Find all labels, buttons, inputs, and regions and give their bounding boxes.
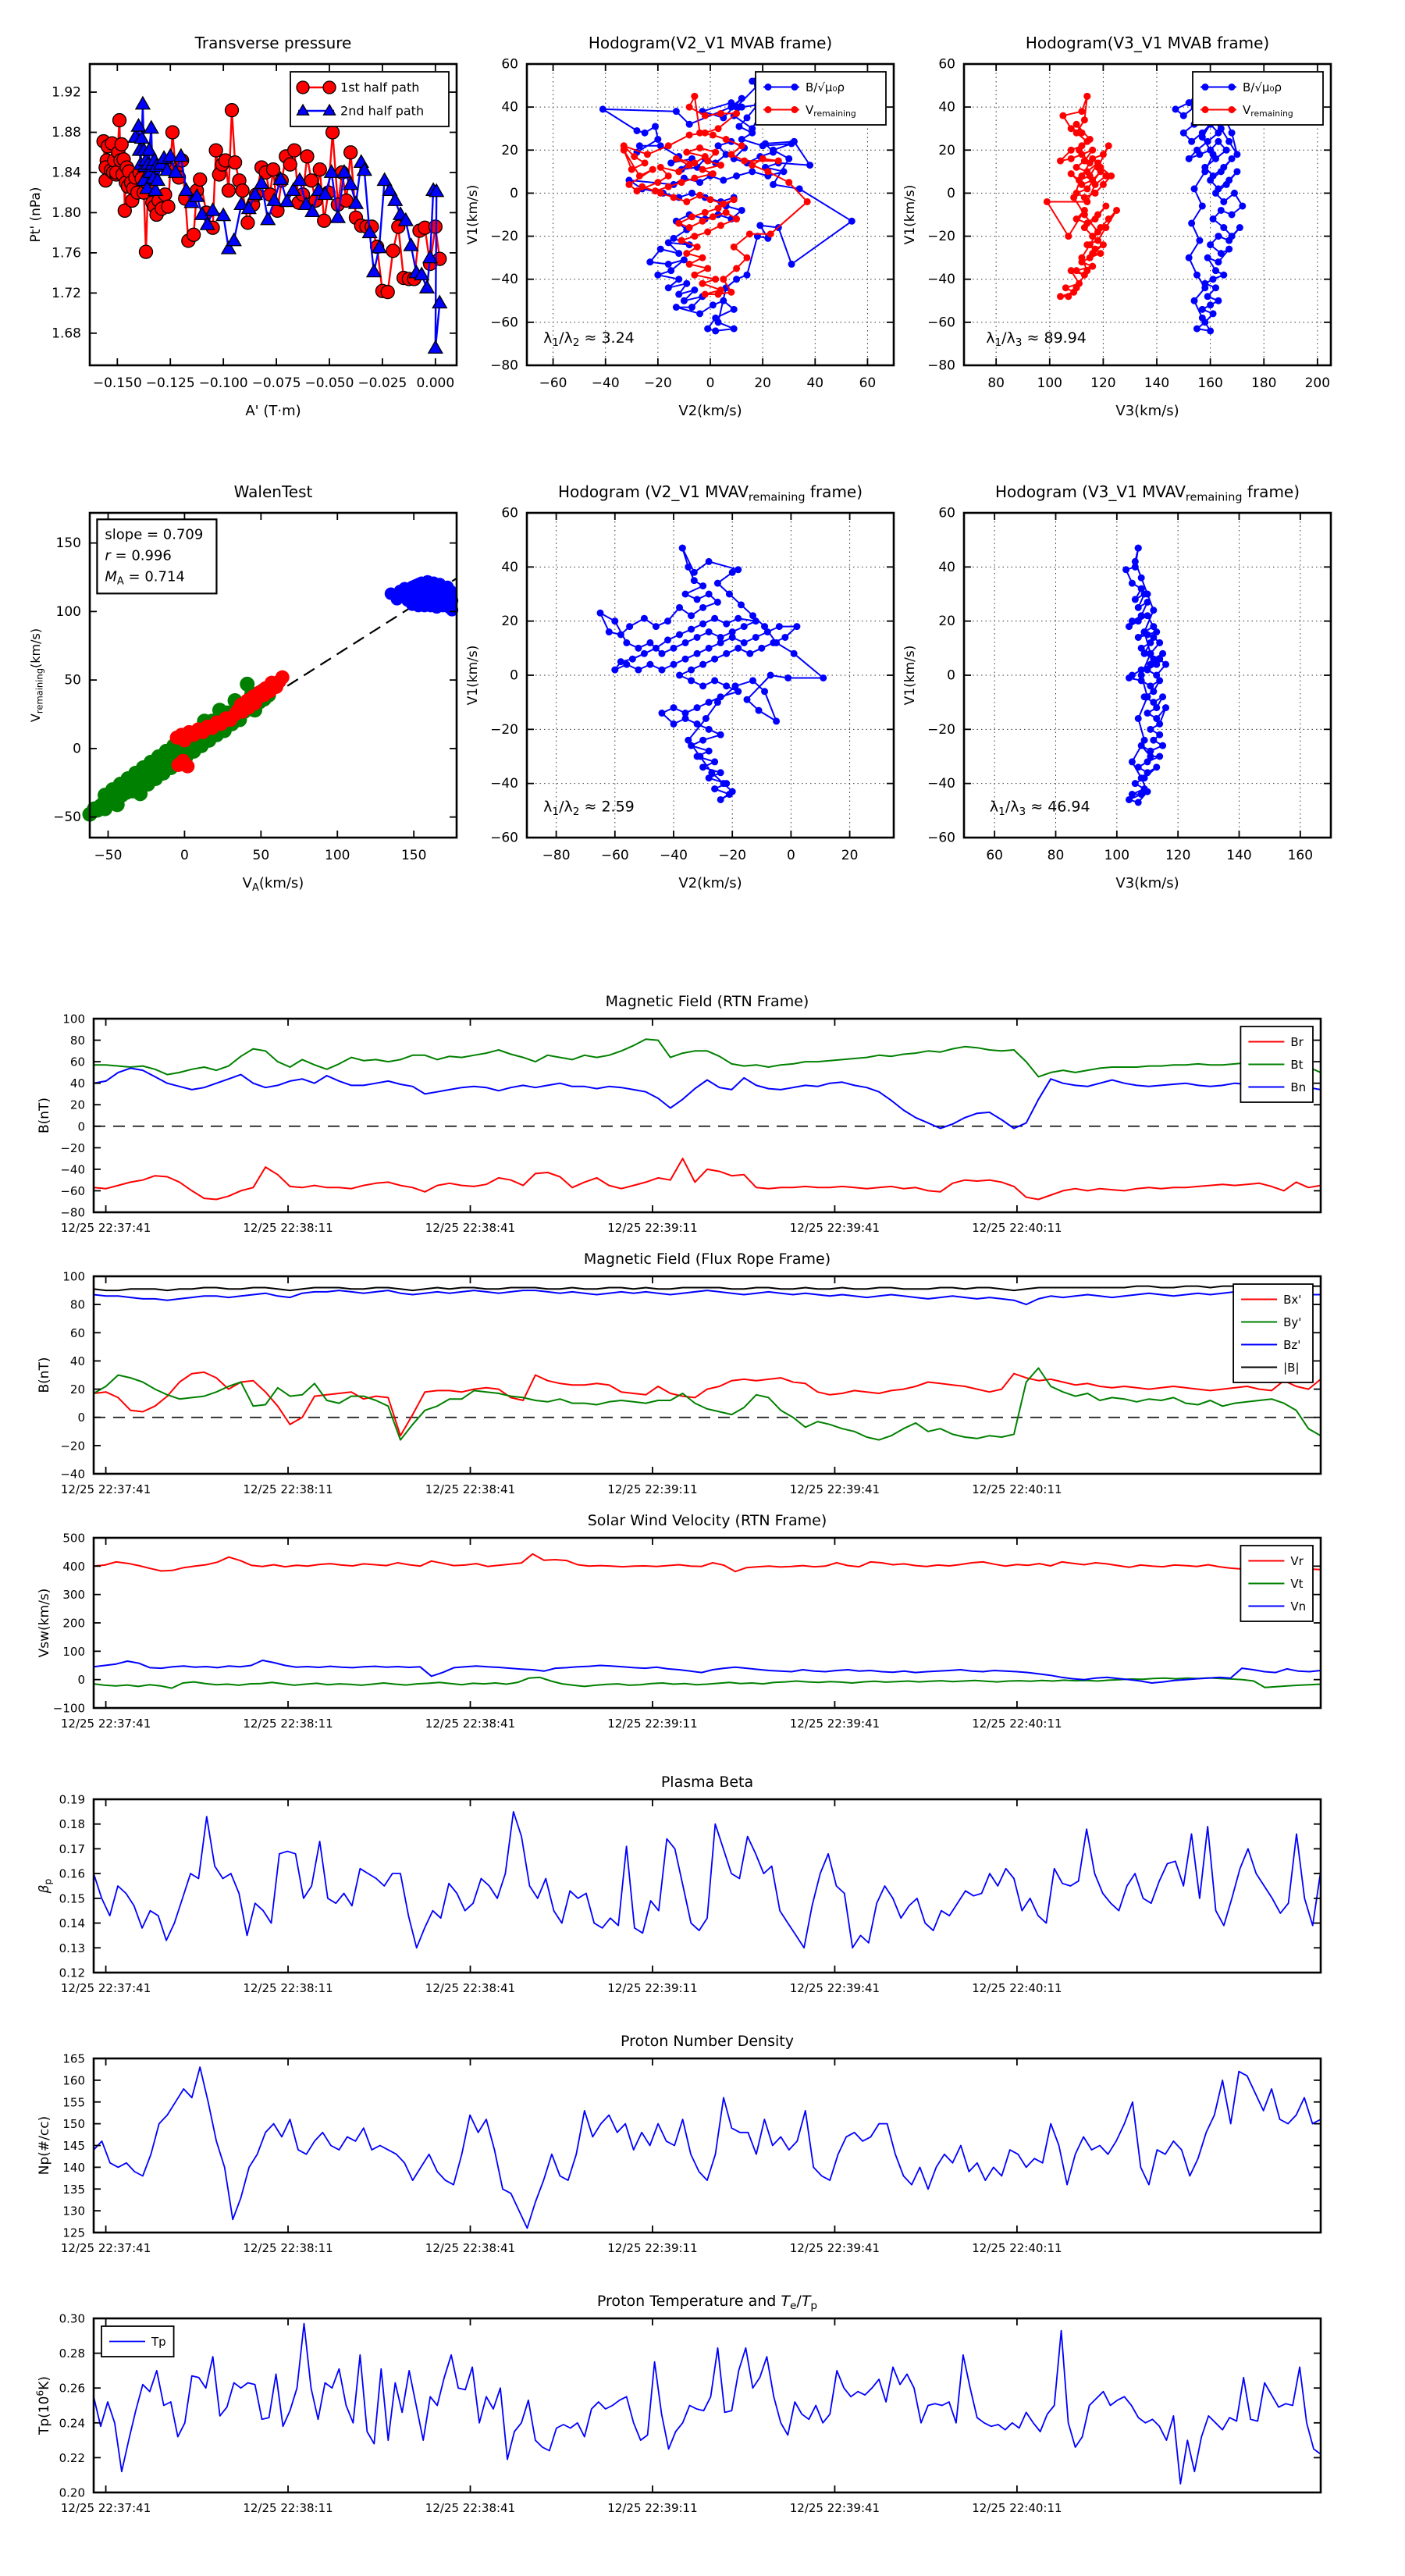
svg-text:0: 0 bbox=[180, 848, 189, 863]
svg-text:0: 0 bbox=[706, 375, 715, 391]
svg-text:12/25 22:39:41: 12/25 22:39:41 bbox=[789, 1221, 880, 1235]
svg-text:λ1/λ3 ≈ 89.94: $\lambda_1/\lambda_3 \approx 89.94$ bbox=[986, 329, 1087, 350]
svg-text:Tp(106K): $Tp(10^6K)$ bbox=[34, 2375, 52, 2435]
svg-text:400: 400 bbox=[62, 1559, 85, 1574]
svg-text:−60: −60 bbox=[539, 375, 567, 391]
svg-text:60: 60 bbox=[501, 56, 518, 73]
svg-text:0: 0 bbox=[73, 741, 81, 757]
svg-text:A' (T·m): A' (T·m) bbox=[245, 403, 301, 419]
svg-text:1.80: 1.80 bbox=[52, 205, 81, 221]
chart-hodogram-v3v1-mvab bbox=[898, 22, 1401, 450]
svg-text:−0.075: −0.075 bbox=[251, 375, 301, 391]
svg-text:12/25 22:38:11: 12/25 22:38:11 bbox=[243, 2241, 333, 2255]
svg-text:λ1/λ3 ≈ 46.94: $\lambda_1/\lambda_3 \approx 46.94$ bbox=[989, 798, 1090, 818]
svg-text:12/25 22:40:11: 12/25 22:40:11 bbox=[972, 2501, 1062, 2515]
svg-text:−60: −60 bbox=[60, 1183, 85, 1198]
svg-text:100: 100 bbox=[62, 1269, 85, 1284]
svg-text:1.76: 1.76 bbox=[52, 245, 81, 262]
svg-text:125: 125 bbox=[62, 2226, 85, 2240]
svg-text:12/25 22:40:11: 12/25 22:40:11 bbox=[972, 1717, 1062, 1731]
svg-text:100: 100 bbox=[325, 848, 350, 863]
svg-text:Bz': Bz' bbox=[1283, 1337, 1301, 1352]
svg-text:12/25 22:38:11: 12/25 22:38:11 bbox=[243, 1981, 333, 1995]
svg-text:140: 140 bbox=[1226, 848, 1252, 863]
svg-text:60: 60 bbox=[938, 56, 955, 73]
svg-text:500: 500 bbox=[62, 1531, 85, 1546]
svg-text:−40: −40 bbox=[490, 272, 518, 288]
svg-text:200: 200 bbox=[1304, 375, 1331, 391]
svg-text:0.28: 0.28 bbox=[59, 2347, 85, 2361]
svg-text:150: 150 bbox=[400, 848, 427, 863]
chart-hodogram-v2v1-mvab bbox=[461, 22, 952, 450]
svg-text:100: 100 bbox=[1037, 375, 1063, 391]
svg-text:0: 0 bbox=[77, 1673, 85, 1688]
svg-text:0: 0 bbox=[947, 185, 955, 201]
svg-text:12/25 22:37:41: 12/25 22:37:41 bbox=[60, 1482, 151, 1496]
svg-text:−40: −40 bbox=[927, 776, 955, 792]
svg-text:100: 100 bbox=[1104, 848, 1130, 863]
svg-text:Solar Wind Velocity (RTN Frame: Solar Wind Velocity (RTN Frame) bbox=[587, 1512, 827, 1529]
svg-text:Vsw(km/s): Vsw(km/s) bbox=[37, 1588, 52, 1658]
svg-text:−80: −80 bbox=[927, 358, 955, 374]
svg-text:0.19: 0.19 bbox=[59, 1792, 85, 1807]
svg-text:0.12: 0.12 bbox=[59, 1966, 85, 1980]
chart-magnetic-field-rtn bbox=[16, 980, 1401, 1244]
svg-text:−60: −60 bbox=[490, 830, 518, 846]
svg-text:By': By' bbox=[1283, 1315, 1302, 1329]
svg-text:12/25 22:37:41: 12/25 22:37:41 bbox=[60, 1717, 151, 1731]
svg-text:Transverse pressure: Transverse pressure bbox=[194, 34, 352, 52]
svg-text:12/25 22:39:11: 12/25 22:39:11 bbox=[607, 2501, 698, 2515]
svg-text:−40: −40 bbox=[60, 1467, 85, 1482]
svg-text:Vremaining: $V_{remaining}$ bbox=[1243, 102, 1293, 119]
svg-text:Proton Temperature and Te/Tp: Proton Temperature and $T_e/T_p$ bbox=[596, 2293, 818, 2313]
svg-text:1st half path: 1st half path bbox=[340, 80, 420, 95]
svg-text:80: 80 bbox=[987, 375, 1005, 391]
svg-text:60: 60 bbox=[938, 505, 955, 521]
svg-text:1.68: 1.68 bbox=[52, 326, 81, 342]
svg-text:Br: Br bbox=[1290, 1034, 1304, 1049]
svg-text:0: 0 bbox=[77, 1411, 85, 1425]
svg-text:40: 40 bbox=[69, 1076, 85, 1091]
svg-text:20: 20 bbox=[69, 1382, 85, 1397]
svg-text:−20: −20 bbox=[927, 229, 955, 245]
svg-text:120: 120 bbox=[1165, 848, 1191, 863]
svg-text:Vr: Vr bbox=[1290, 1553, 1304, 1568]
svg-text:12/25 22:38:11: 12/25 22:38:11 bbox=[243, 1221, 333, 1235]
svg-text:200: 200 bbox=[62, 1616, 85, 1631]
svg-text:145: 145 bbox=[62, 2139, 85, 2153]
svg-text:20: 20 bbox=[938, 142, 955, 158]
svg-text:Bn: Bn bbox=[1290, 1080, 1307, 1094]
svg-text:−40: −40 bbox=[60, 1162, 85, 1177]
svg-text:0.22: 0.22 bbox=[59, 2450, 85, 2465]
svg-text:60: 60 bbox=[69, 1055, 85, 1069]
svg-text:100: 100 bbox=[62, 1644, 85, 1659]
svg-text:12/25 22:37:41: 12/25 22:37:41 bbox=[60, 1981, 151, 1995]
svg-text:150: 150 bbox=[62, 2117, 85, 2132]
svg-text:60: 60 bbox=[69, 1325, 85, 1340]
svg-text:40: 40 bbox=[69, 1354, 85, 1368]
svg-text:12/25 22:38:41: 12/25 22:38:41 bbox=[425, 1717, 516, 1731]
svg-text:−20: −20 bbox=[643, 375, 672, 391]
svg-text:12/25 22:38:11: 12/25 22:38:11 bbox=[243, 1717, 333, 1731]
svg-text:12/25 22:39:41: 12/25 22:39:41 bbox=[789, 2241, 880, 2255]
svg-text:−50: −50 bbox=[53, 809, 81, 826]
chart-hodogram-v3v1-mvav bbox=[898, 468, 1401, 920]
svg-text:V1(km/s): V1(km/s) bbox=[465, 184, 481, 245]
chart-walen-test bbox=[16, 468, 515, 920]
svg-text:0.14: 0.14 bbox=[59, 1916, 85, 1931]
svg-text:0.000: 0.000 bbox=[416, 375, 455, 391]
svg-text:0: 0 bbox=[947, 667, 955, 684]
svg-text:MA = 0.714: $M_A = 0.714$ bbox=[105, 568, 185, 588]
svg-text:V1(km/s): V1(km/s) bbox=[902, 645, 918, 706]
svg-text:180: 180 bbox=[1251, 375, 1277, 391]
svg-text:12/25 22:38:41: 12/25 22:38:41 bbox=[425, 2241, 516, 2255]
svg-text:−40: −40 bbox=[591, 375, 620, 391]
svg-text:12/25 22:39:11: 12/25 22:39:11 bbox=[607, 1717, 698, 1731]
svg-text:Pt' (nPa): Pt' (nPa) bbox=[28, 187, 44, 243]
svg-text:0.24: 0.24 bbox=[59, 2416, 85, 2431]
svg-text:12/25 22:38:41: 12/25 22:38:41 bbox=[425, 2501, 516, 2515]
svg-text:100: 100 bbox=[55, 603, 81, 620]
svg-text:12/25 22:39:11: 12/25 22:39:11 bbox=[607, 1482, 698, 1496]
svg-text:0.26: 0.26 bbox=[59, 2381, 85, 2396]
svg-text:−0.025: −0.025 bbox=[357, 375, 407, 391]
svg-text:Hodogram(V3_V1 MVAB frame): Hodogram(V3_V1 MVAB frame) bbox=[1025, 34, 1270, 52]
svg-text:0.13: 0.13 bbox=[59, 1941, 85, 1955]
svg-text:165: 165 bbox=[62, 2051, 85, 2066]
svg-text:V1(km/s): V1(km/s) bbox=[465, 645, 481, 706]
svg-text:−40: −40 bbox=[490, 776, 518, 792]
svg-text:Hodogram (V3_V1 MVAVremaining: Hodogram (V3_V1 $MVAV_{remaining}$ frame) bbox=[994, 482, 1300, 504]
svg-text:−0.100: −0.100 bbox=[198, 375, 248, 391]
svg-text:V2(km/s): V2(km/s) bbox=[678, 403, 742, 419]
svg-text:160: 160 bbox=[62, 2073, 85, 2088]
svg-text:V3(km/s): V3(km/s) bbox=[1115, 403, 1179, 419]
svg-text:20: 20 bbox=[501, 614, 518, 630]
svg-text:−0.125: −0.125 bbox=[145, 375, 195, 391]
svg-text:20: 20 bbox=[69, 1098, 85, 1112]
svg-text:20: 20 bbox=[938, 614, 955, 630]
svg-text:20: 20 bbox=[754, 375, 771, 391]
svg-text:−20: −20 bbox=[927, 721, 955, 738]
svg-text:40: 40 bbox=[806, 375, 824, 391]
svg-text:0.15: 0.15 bbox=[59, 1891, 85, 1906]
svg-text:60: 60 bbox=[859, 375, 877, 391]
svg-text:300: 300 bbox=[62, 1588, 85, 1603]
svg-text:−60: −60 bbox=[600, 848, 629, 863]
svg-text:−0.050: −0.050 bbox=[304, 375, 354, 391]
svg-text:−60: −60 bbox=[927, 830, 955, 846]
svg-text:12/25 22:40:11: 12/25 22:40:11 bbox=[972, 2241, 1062, 2255]
svg-text:12/25 22:39:11: 12/25 22:39:11 bbox=[607, 2241, 698, 2255]
svg-text:40: 40 bbox=[501, 99, 518, 116]
chart-magnetic-field-fluxrope bbox=[16, 1241, 1401, 1504]
svg-text:−20: −20 bbox=[60, 1140, 85, 1155]
svg-text:λ1/λ2 ≈ 2.59: $\lambda_1/\lambda_2 \approx 2.59$ bbox=[543, 798, 635, 818]
chart-plasma-beta bbox=[16, 1763, 1401, 2008]
svg-text:1.72: 1.72 bbox=[52, 285, 81, 301]
svg-text:12/25 22:37:41: 12/25 22:37:41 bbox=[60, 2241, 151, 2255]
svg-text:1.88: 1.88 bbox=[52, 124, 81, 141]
svg-text:40: 40 bbox=[501, 559, 518, 575]
svg-text:80: 80 bbox=[1047, 848, 1065, 863]
svg-text:−20: −20 bbox=[490, 721, 518, 738]
svg-text:Vt: Vt bbox=[1290, 1576, 1304, 1591]
svg-text:12/25 22:38:11: 12/25 22:38:11 bbox=[243, 1482, 333, 1496]
svg-text:60: 60 bbox=[986, 848, 1003, 863]
chart-proton-density bbox=[16, 2022, 1401, 2268]
svg-text:150: 150 bbox=[55, 535, 81, 552]
svg-text:WalenTest: WalenTest bbox=[233, 482, 313, 501]
svg-text:V1(km/s): V1(km/s) bbox=[902, 184, 918, 245]
svg-text:βp: $\beta_p$ bbox=[37, 1878, 54, 1894]
svg-text:Np(#/cc): Np(#/cc) bbox=[37, 2115, 52, 2176]
svg-text:V3(km/s): V3(km/s) bbox=[1115, 875, 1179, 891]
svg-text:B/√μ₀ρ: B/√μ₀ρ bbox=[1243, 80, 1282, 94]
svg-text:Hodogram(V2_V1 MVAB frame): Hodogram(V2_V1 MVAB frame) bbox=[588, 34, 833, 52]
svg-text:Vremaining(km/s): $V_{remaining}(km/s)$ bbox=[28, 628, 45, 723]
svg-text:1.84: 1.84 bbox=[52, 165, 81, 181]
svg-text:140: 140 bbox=[62, 2160, 85, 2175]
svg-text:−20: −20 bbox=[490, 229, 518, 245]
svg-text:0.16: 0.16 bbox=[59, 1866, 85, 1881]
svg-text:20: 20 bbox=[841, 848, 859, 863]
svg-text:155: 155 bbox=[62, 2095, 85, 2110]
svg-text:−40: −40 bbox=[927, 272, 955, 288]
svg-text:−60: −60 bbox=[490, 315, 518, 331]
svg-text:Plasma Beta: Plasma Beta bbox=[660, 1774, 754, 1791]
chart-transverse-pressure bbox=[16, 22, 515, 450]
svg-text:Vremaining: $V_{remaining}$ bbox=[806, 102, 856, 119]
svg-text:0.20: 0.20 bbox=[59, 2485, 85, 2500]
svg-text:−20: −20 bbox=[718, 848, 747, 863]
svg-text:|B|: |B| bbox=[1283, 1360, 1300, 1375]
svg-text:12/25 22:38:41: 12/25 22:38:41 bbox=[425, 1981, 516, 1995]
svg-text:50: 50 bbox=[252, 848, 270, 863]
svg-text:1.92: 1.92 bbox=[52, 84, 81, 101]
svg-text:−40: −40 bbox=[660, 848, 688, 863]
svg-text:VA(km/s): $V_A(km/s)$ bbox=[242, 875, 304, 894]
svg-text:Magnetic Field (RTN Frame): Magnetic Field (RTN Frame) bbox=[605, 993, 809, 1010]
svg-text:−50: −50 bbox=[94, 848, 123, 863]
svg-text:12/25 22:40:11: 12/25 22:40:11 bbox=[972, 1482, 1062, 1496]
svg-text:0: 0 bbox=[77, 1119, 85, 1134]
svg-text:V2(km/s): V2(km/s) bbox=[678, 875, 742, 891]
svg-text:12/25 22:39:41: 12/25 22:39:41 bbox=[789, 1717, 880, 1731]
svg-text:20: 20 bbox=[501, 142, 518, 158]
svg-text:12/25 22:39:41: 12/25 22:39:41 bbox=[789, 1981, 880, 1995]
svg-text:r = 0.996: r = 0.996 bbox=[105, 547, 172, 564]
svg-text:Tp: Tp bbox=[151, 2334, 166, 2349]
svg-text:140: 140 bbox=[1144, 375, 1170, 391]
svg-text:−100: −100 bbox=[52, 1701, 85, 1716]
svg-text:100: 100 bbox=[62, 1012, 85, 1026]
svg-text:−80: −80 bbox=[60, 1205, 85, 1220]
svg-text:12/25 22:39:41: 12/25 22:39:41 bbox=[789, 2501, 880, 2515]
svg-text:0: 0 bbox=[786, 848, 795, 863]
svg-text:12/25 22:39:41: 12/25 22:39:41 bbox=[789, 1482, 880, 1496]
svg-text:2nd half path: 2nd half path bbox=[340, 103, 425, 119]
svg-text:Bx': Bx' bbox=[1283, 1292, 1302, 1307]
svg-text:12/25 22:37:41: 12/25 22:37:41 bbox=[60, 1221, 151, 1235]
svg-text:B(nT): B(nT) bbox=[37, 1097, 52, 1134]
svg-text:0: 0 bbox=[510, 185, 518, 201]
svg-text:0: 0 bbox=[510, 667, 518, 684]
svg-text:40: 40 bbox=[938, 559, 955, 575]
svg-text:−60: −60 bbox=[927, 315, 955, 331]
svg-text:B(nT): B(nT) bbox=[37, 1357, 52, 1393]
svg-text:160: 160 bbox=[1197, 375, 1223, 391]
svg-text:0.18: 0.18 bbox=[59, 1817, 85, 1832]
svg-text:12/25 22:40:11: 12/25 22:40:11 bbox=[972, 1221, 1062, 1235]
svg-text:12/25 22:38:11: 12/25 22:38:11 bbox=[243, 2501, 333, 2515]
svg-text:Bt: Bt bbox=[1290, 1057, 1304, 1072]
svg-text:Proton Number Density: Proton Number Density bbox=[621, 2033, 794, 2050]
chart-proton-temperature bbox=[16, 2282, 1401, 2531]
svg-text:80: 80 bbox=[69, 1297, 85, 1312]
svg-text:12/25 22:39:11: 12/25 22:39:11 bbox=[607, 1221, 698, 1235]
svg-text:−80: −80 bbox=[490, 358, 518, 374]
svg-text:−0.150: −0.150 bbox=[92, 375, 142, 391]
svg-text:120: 120 bbox=[1090, 375, 1116, 391]
svg-text:B/√μ₀ρ: B/√μ₀ρ bbox=[806, 80, 845, 94]
svg-text:Hodogram (V2_V1 MVAVremaining: Hodogram (V2_V1 $MVAV_{remaining}$ frame) bbox=[557, 482, 863, 504]
svg-text:slope = 0.709: slope = 0.709 bbox=[105, 526, 204, 543]
svg-text:50: 50 bbox=[64, 672, 81, 688]
svg-text:12/25 22:38:41: 12/25 22:38:41 bbox=[425, 1221, 516, 1235]
svg-text:135: 135 bbox=[62, 2182, 85, 2197]
svg-text:Magnetic Field (Flux Rope Fram: Magnetic Field (Flux Rope Frame) bbox=[583, 1251, 831, 1268]
chart-hodogram-v2v1-mvav bbox=[461, 468, 952, 920]
chart-solar-wind-velocity bbox=[16, 1501, 1401, 1746]
svg-text:12/25 22:40:11: 12/25 22:40:11 bbox=[972, 1981, 1062, 1995]
svg-text:−80: −80 bbox=[542, 848, 571, 863]
svg-text:130: 130 bbox=[62, 2204, 85, 2218]
svg-text:λ1/λ2 ≈ 3.24: $\lambda_1/\lambda_2 \approx 3.24$ bbox=[543, 329, 635, 350]
svg-text:12/25 22:37:41: 12/25 22:37:41 bbox=[60, 2501, 151, 2515]
svg-text:Vn: Vn bbox=[1290, 1599, 1307, 1614]
svg-text:0.17: 0.17 bbox=[59, 1841, 85, 1856]
svg-text:60: 60 bbox=[501, 505, 518, 521]
svg-text:40: 40 bbox=[938, 99, 955, 116]
svg-text:160: 160 bbox=[1287, 848, 1314, 863]
svg-text:12/25 22:38:41: 12/25 22:38:41 bbox=[425, 1482, 516, 1496]
svg-text:0.30: 0.30 bbox=[59, 2311, 85, 2326]
svg-text:12/25 22:39:11: 12/25 22:39:11 bbox=[607, 1981, 698, 1995]
svg-text:−20: −20 bbox=[60, 1439, 85, 1453]
svg-text:80: 80 bbox=[69, 1034, 85, 1048]
